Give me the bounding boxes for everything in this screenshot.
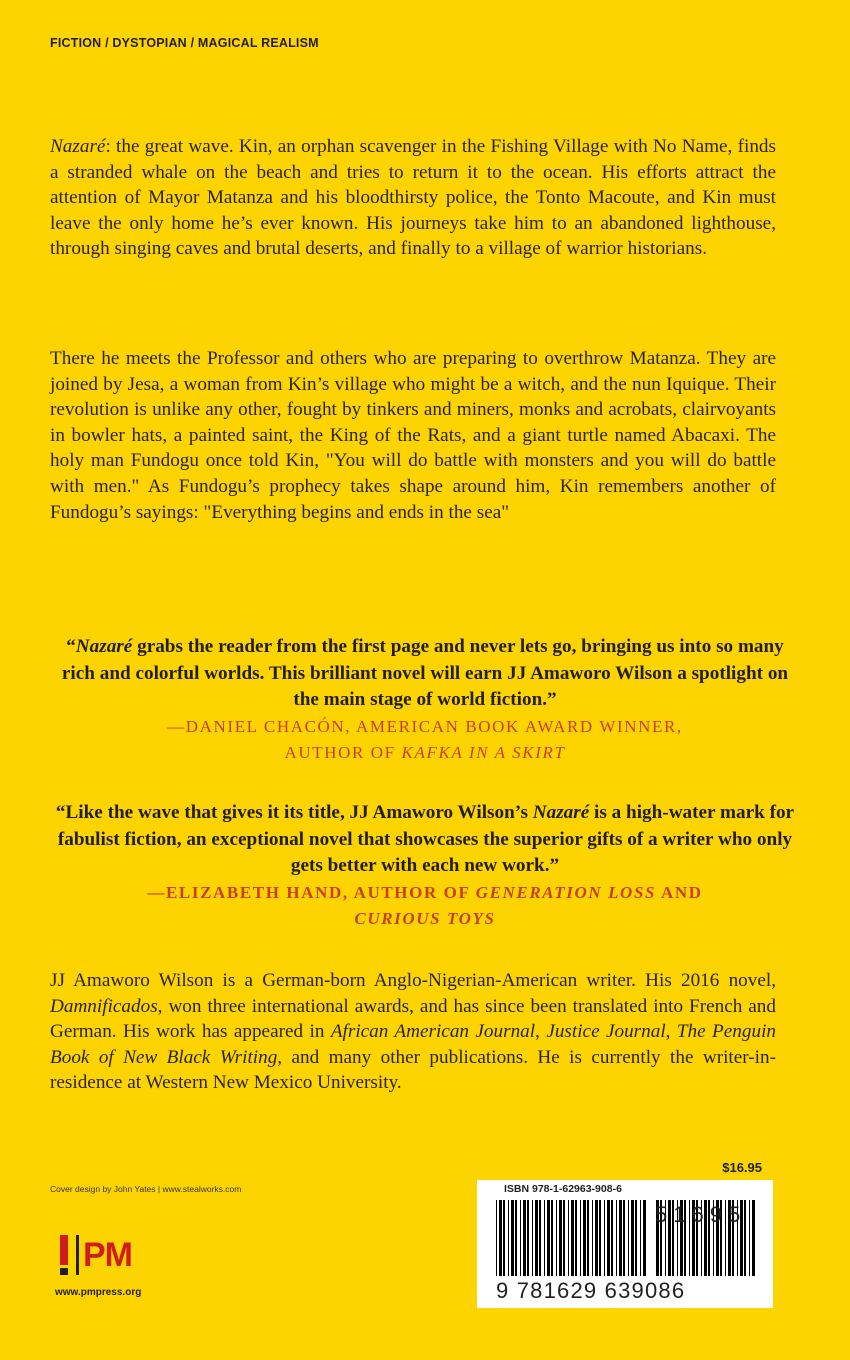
blurb-quote-1: “Nazaré grabs the reader from the first page and never lets go, bringing us into so many rich and colorful worlds. This brilliant novel will earn JJ Amaworo Wilson a spotlight on the main stage of world fiction.” —DANIEL CHACÓN, AMERICAN BOOK AWARD WINNER, AUTHOR OF KAFKA IN A SKIRT: [61, 636, 789, 762]
synopsis-paragraph-1: [50, 134, 776, 262]
addon-digits: 51695: [655, 1202, 747, 1227]
cover-design-credit: Cover design by John Yates | www.stealworks.com: [50, 1184, 242, 1194]
genre-heading: FICTION / DYSTOPIAN / MAGICAL REALISM: [50, 36, 319, 50]
blurb-quote-2: “Like the wave that gives it its title, JJ Amaworo Wilson’s Nazaré is a high-water mark for fabulist fiction, an exceptional novel that showcases the superior gifts of a writer who only gets better with each new work.” —ELIZABETH HAND, AUTHOR OF GENERATION LOSS AND CURIOUS TOYS: [55, 802, 795, 928]
book-title: Nazaré: [50, 136, 106, 157]
publisher-logo-text: PM: [83, 1236, 132, 1274]
publisher-url: www.pmpress.org: [55, 1287, 142, 1298]
ean-digits: 9 781629 639086: [496, 1278, 686, 1303]
author-bio: JJ Amaworo Wilson is a German-born Anglo-Nigerian-American writer. His 2016 novel, Damnificados, won three international awards, and has since been translated into French and German. His work has appeared in African American Journal, Justice Journal, The Penguin Book of New Black Writing, and many other publications. He is currently the writer-in-residence at Western New Mexico University.: [50, 970, 776, 1094]
blurb-attribution-1: —DANIEL CHACÓN, AMERICAN BOOK AWARD WINNER, AUTHOR OF KAFKA IN A SKIRT: [167, 716, 683, 762]
logo-divider: [76, 1235, 79, 1275]
barcode: [477, 1180, 773, 1308]
book-title: Nazaré: [532, 802, 590, 823]
book-title: Nazaré: [75, 636, 133, 657]
synopsis-text: : the great wave. Kin, an orphan scavenger in the Fishing Village with No Name, finds a stranded whale on the beach and tries to return it to the ocean. His efforts attract the attention of Mayor Matanza and his bloodthirsty police, the Tonto Macoute, and Kin must leave the only home he’s ever known. His journeys take him to an abandoned lighthouse, through singing caves and brutal deserts, and finally to a village of warrior historians.: [50, 136, 776, 260]
synopsis-paragraph-2: There he meets the Professor and others who are preparing to overthrow Matanza. They are joined by Jesa, a woman from Kin’s village who might be a witch, and the nun Iquique. Their revolution is unlike any other, fought by tinkers and miners, monks and acrobats, clairvoyants in bowler hats, a painted saint, the King of the Rats, and a giant turtle named Abacaxi. The holy man Fundogu once told Kin, "You will do battle with monsters and you will do battle with men." As Fundogu’s prophecy takes shape around him, Kin remembers another of Fundogu’s sayings: "Everything begins and ends in the sea": [50, 348, 776, 523]
publisher-logo: [60, 1235, 132, 1275]
isbn-label: ISBN 978-1-62963-908-6: [504, 1183, 622, 1195]
exclamation-icon: [60, 1235, 68, 1275]
price: $16.95: [722, 1160, 762, 1175]
blurb-attribution-2: —ELIZABETH HAND, AUTHOR OF GENERATION LOSS AND CURIOUS TOYS: [147, 882, 703, 928]
